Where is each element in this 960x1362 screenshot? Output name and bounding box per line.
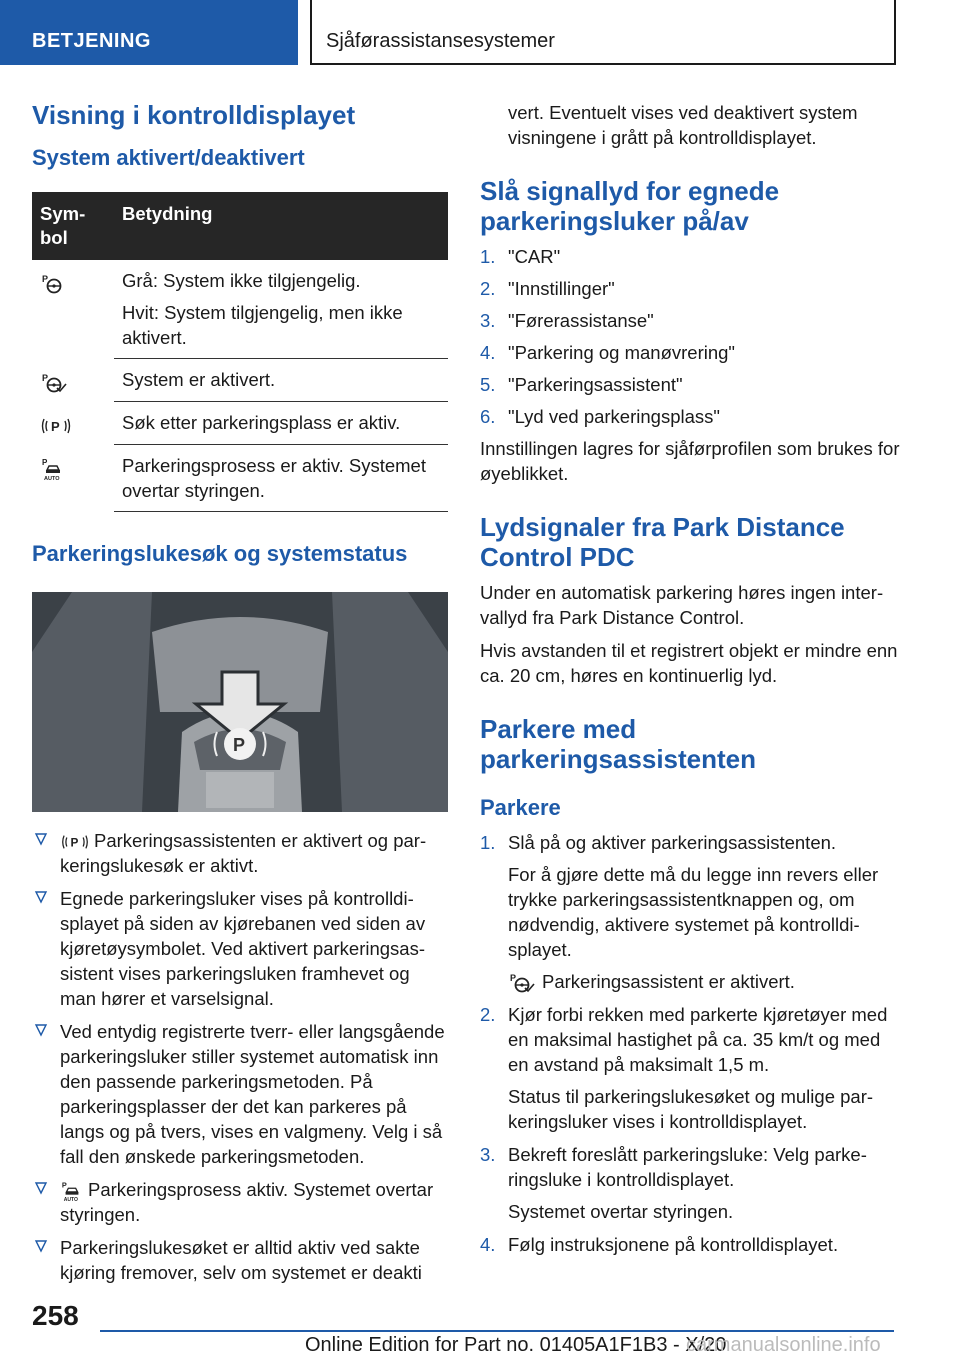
list-item	[480, 372, 900, 397]
bullet-text: Parkeringslukesøket er alltid aktiv ved sakte kjøring fremover, selv om systemet er deakti	[60, 1237, 422, 1284]
table-row	[32, 402, 448, 445]
parking-search-icon	[60, 832, 90, 852]
list-item	[32, 1177, 448, 1227]
svg-text:P: P	[61, 1180, 67, 1190]
pdc-title: Lydsignaler fra Park Distance Control PDC	[480, 512, 845, 572]
park-steps	[480, 830, 900, 1257]
list-item	[480, 830, 900, 994]
list-item	[480, 404, 900, 429]
triangle-bullet-icon	[34, 1023, 48, 1037]
step-detail: Systemet overtar styringen.	[508, 1201, 734, 1223]
park-subtitle: Parkere	[480, 795, 561, 820]
triangle-bullet-icon	[34, 832, 48, 846]
signal-steps	[480, 244, 900, 429]
step-number: 3.	[480, 310, 496, 331]
table-row	[32, 445, 448, 512]
svg-text:P: P	[510, 973, 517, 984]
step-number: 2.	[480, 1004, 496, 1026]
step-number: 2.	[480, 278, 496, 299]
list-item	[480, 308, 900, 333]
step-number: 5.	[480, 374, 496, 395]
table-row-text: Søk etter parkeringsplass er aktiv.	[122, 412, 401, 434]
step-text: "Parkeringsassistent"	[508, 374, 683, 395]
step-number: 1.	[480, 832, 496, 853]
triangle-bullet-icon	[34, 890, 48, 904]
pdc-paragraph: Hvis avstanden til et registrert objekt er mindre enn ca. 20 cm, høres en kontinuerlig lyd.	[480, 640, 898, 686]
list-item	[32, 886, 448, 1011]
svg-text:P: P	[51, 418, 60, 434]
step-text: "Innstillinger"	[508, 278, 615, 299]
list-item	[32, 1235, 448, 1285]
list-item	[480, 276, 900, 301]
svg-text:P: P	[42, 372, 49, 383]
list-item	[480, 1232, 900, 1257]
step-text: "Lyd ved parkeringsplass"	[508, 406, 720, 427]
section-label: BETJENING	[32, 30, 151, 52]
step-text: Bekreft foreslått parkeringsluke: Velg parkeringsluke i kontrolldisplayet.	[508, 1144, 867, 1191]
list-item	[480, 1142, 900, 1224]
status-bullet-list	[32, 828, 448, 1285]
table-row-text: Parkeringsprosess er aktiv. Systemet overtar styringen.	[122, 455, 426, 502]
section-tab	[0, 0, 298, 65]
triangle-bullet-icon	[34, 1239, 48, 1253]
parking-steering-active-icon	[508, 972, 536, 994]
parking-search-icon	[40, 415, 72, 437]
step-icon-line: Parkeringsassistent er aktivert.	[542, 971, 795, 992]
list-item	[32, 828, 448, 878]
parking-display-illustration	[32, 592, 448, 812]
svg-text:P: P	[233, 735, 246, 756]
svg-text:P: P	[42, 274, 49, 285]
signal-title: Slå signallyd for egnede parkeringsluker på/av	[480, 176, 780, 236]
bullet-text: Ved entydig registrerte tverr- eller langsgående parkeringsluker stiller systemet automatisk inn den passende parkeringsmetoden. På parkeringsplasser der det kan parkeres på langs og på tvers, vises en valgmeny. Velg i så fall den ønskede parkeringsmetoden.	[60, 1021, 445, 1168]
parking-auto-icon	[40, 457, 66, 481]
step-detail	[508, 969, 900, 994]
triangle-bullet-icon	[34, 1181, 48, 1195]
list-item	[480, 340, 900, 365]
table-row-text: Grå: System ikke tilgjengelig.	[122, 270, 361, 291]
watermark-text: carmanualsonline.info	[686, 1334, 881, 1356]
profile-note: Innstillingen lagres for sjåførprofilen som brukes for øyeblikket.	[480, 438, 900, 484]
list-item	[480, 1002, 900, 1134]
section-title: Visning i kontrolldisplayet	[32, 100, 356, 130]
parking-steering-active-icon	[40, 372, 68, 394]
step-number: 6.	[480, 406, 496, 427]
step-text: "Parkering og manøvrering"	[508, 342, 736, 363]
right-column	[480, 100, 900, 1265]
step-number: 1.	[480, 246, 496, 267]
left-column	[32, 100, 448, 1293]
footer-divider	[100, 1330, 894, 1332]
continued-text: vert. Eventuelt vises ved deaktivert system visningene i grått på kontrolldisplayet.	[508, 102, 858, 148]
park-title: Parkere med parkeringsassistenten	[480, 714, 757, 774]
svg-text:P: P	[42, 457, 48, 467]
symbol-table	[32, 192, 448, 512]
bullet-text: Parkeringsassistenten er aktivert og parkeringslukesøk er aktivt.	[60, 830, 427, 877]
edition-text: Online Edition for Part no. 01405A1F1B3 - X/20	[305, 1334, 727, 1356]
step-detail: For å gjøre dette må du legge inn revers eller trykke parkeringsassistentknappen og, om nødvendig, aktivere systemet på kontrolldisplayet.	[508, 864, 879, 960]
col-meaning-header: Betydning	[114, 192, 448, 260]
table-row-text: System er aktivert.	[122, 369, 276, 390]
bullet-text: Parkeringsprosess aktiv. Systemet overtar styringen.	[60, 1179, 434, 1226]
section-subtitle: System aktivert/deaktivert	[32, 145, 305, 170]
pdc-paragraph: Under en automatisk parkering høres ingen intervallyd fra Park Distance Control.	[480, 582, 884, 628]
parking-steering-icon	[40, 273, 66, 295]
svg-text:P: P	[70, 835, 79, 850]
step-number: 3.	[480, 1144, 496, 1166]
table-row	[32, 359, 448, 402]
section-title-status: Parkeringslukesøk og systemstatus	[32, 541, 408, 567]
svg-text:AUTO: AUTO	[63, 1197, 78, 1203]
bullet-text: Egnede parkeringsluker vises på kontrolldisplayet på siden av kjørebanen ved siden av kjøretøysymbolet. Ved aktivert parkeringsassistent vises parkeringsluken framhevet og man hører et varselsignal.	[60, 888, 426, 1010]
step-text: Slå på og aktiver parkeringsassistenten.	[508, 832, 837, 853]
step-number: 4.	[480, 342, 496, 363]
table-row-text: Hvit: System tilgjengelig, men ikke aktivert.	[122, 302, 403, 348]
page-number: 258	[32, 1300, 79, 1331]
svg-text:AUTO: AUTO	[44, 475, 60, 481]
col-symbol-header: Sym- bol	[32, 192, 114, 260]
step-text: Kjør forbi rekken med parkerte kjøretøyer med en maksimal hastighet på ca. 35 km/t og med en avstand på maksimalt 1,5 m.	[508, 1004, 888, 1076]
list-item	[480, 244, 900, 269]
table-row	[32, 260, 448, 359]
step-text: "Førerassistanse"	[508, 310, 654, 331]
step-number: 4.	[480, 1234, 496, 1256]
list-item	[32, 1019, 448, 1169]
parking-auto-icon	[60, 1180, 84, 1202]
chapter-tab	[310, 0, 896, 65]
step-text: "CAR"	[508, 246, 561, 267]
chapter-label: Sjåførassistansesystemer	[326, 30, 555, 52]
step-text: Følg instruksjonene på kontrolldisplayet.	[508, 1234, 839, 1256]
step-detail: Status til parkeringslukesøket og mulige parkeringsluker vises i kontrolldisplayet.	[508, 1086, 874, 1133]
